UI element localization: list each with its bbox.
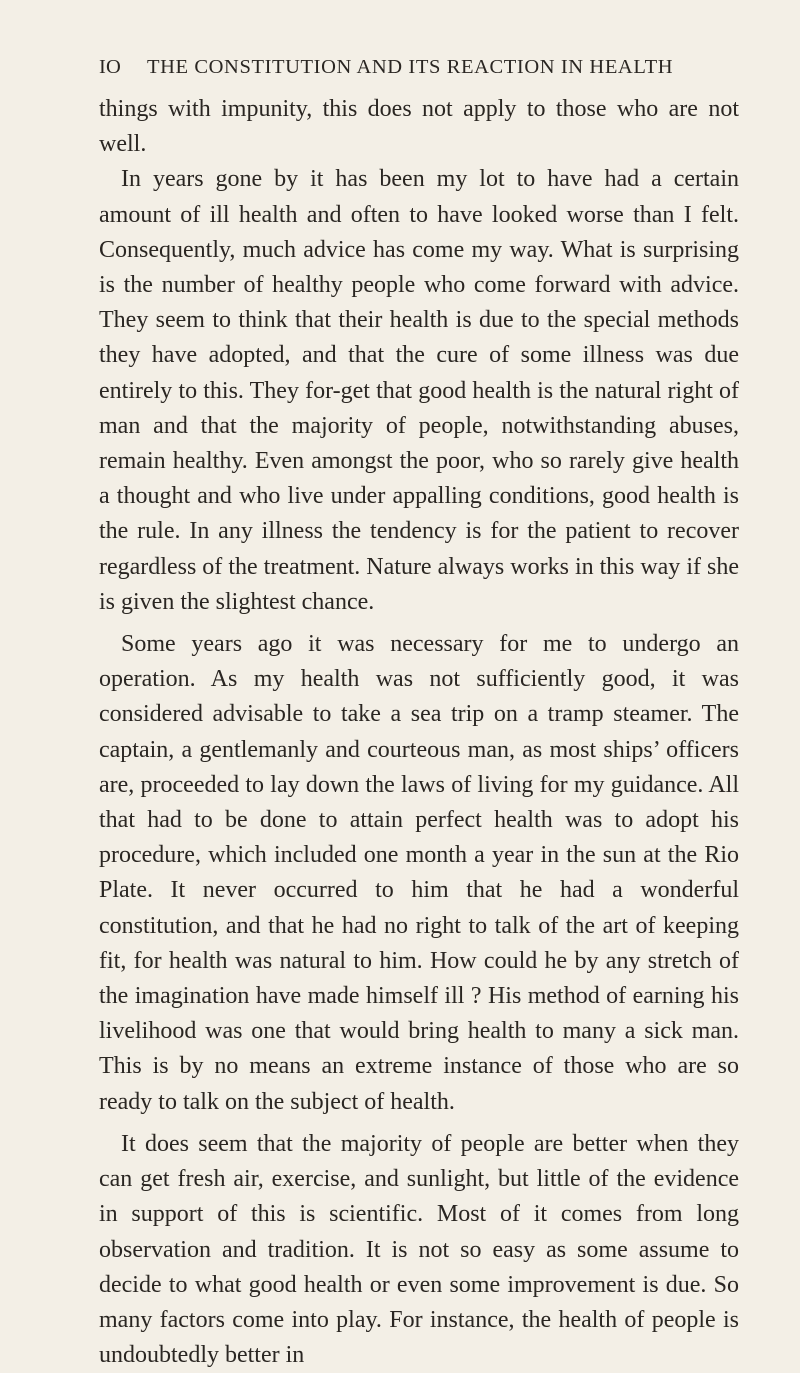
paragraph-fresh-air: It does seem that the majority of people are better when they can get fresh air, exercise, and sunlight, but little of the evidence in support of this is scientific. Most of it comes from long observation and tradition. It is not so easy as some assume to decide to what good health or even some improvement is due. So many factors come into play. For instance, the health of people is undoubtedly better in bbox=[99, 1130, 739, 1369]
book-page bbox=[99, 56, 739, 1373]
running-title: THE CONSTITUTION AND ITS REACTION IN HEALTH bbox=[147, 56, 674, 78]
body-text bbox=[99, 92, 739, 1373]
paragraph-ill-health-advice: In years gone by it has been my lot to have had a certain amount of ill health and often to have looked worse than I felt. Consequently, much advice has come my way. What is surprising is the number of healthy people who come forward with advice. They seem to think that their health is due to the special methods they have adopted, and that the cure of some illness was due entirely to this. They for-get that good health is the natural right of man and that the majority of people, notwithstanding abuses, remain healthy. Even amongst the poor, who so rarely give health a thought and who live under appalling conditions, good health is the rule. In any illness the tendency is for the patient to recover regardless of the treatment. Nature always works in this way if she is given the slightest chance. bbox=[99, 166, 739, 615]
running-head bbox=[99, 56, 739, 86]
paragraph-continuation: things with impunity, this does not apply to those who are not well. bbox=[99, 96, 739, 158]
paragraph-sea-trip: Some years ago it was necessary for me to undergo an operation. As my health was not sufficiently good, it was considered advisable to take a sea trip on a tramp steamer. The captain, a gentlemanly and courteous man, as most ships’ officers are, proceeded to lay down the laws of living for my guidance. All that had to be done to attain perfect health was to adopt his procedure, which included one month a year in the sun at the Rio Plate. It never occurred to him that he had a wonderful constitution, and that he had no right to talk of the art of keeping fit, for health was natural to him. How could he by any stretch of the imagination have made himself ill ? His method of earning his livelihood was one that would bring health to many a sick man. This is by no means an extreme instance of those who are so ready to talk on the subject of health. bbox=[99, 631, 739, 1115]
page-number: IO bbox=[99, 56, 122, 78]
